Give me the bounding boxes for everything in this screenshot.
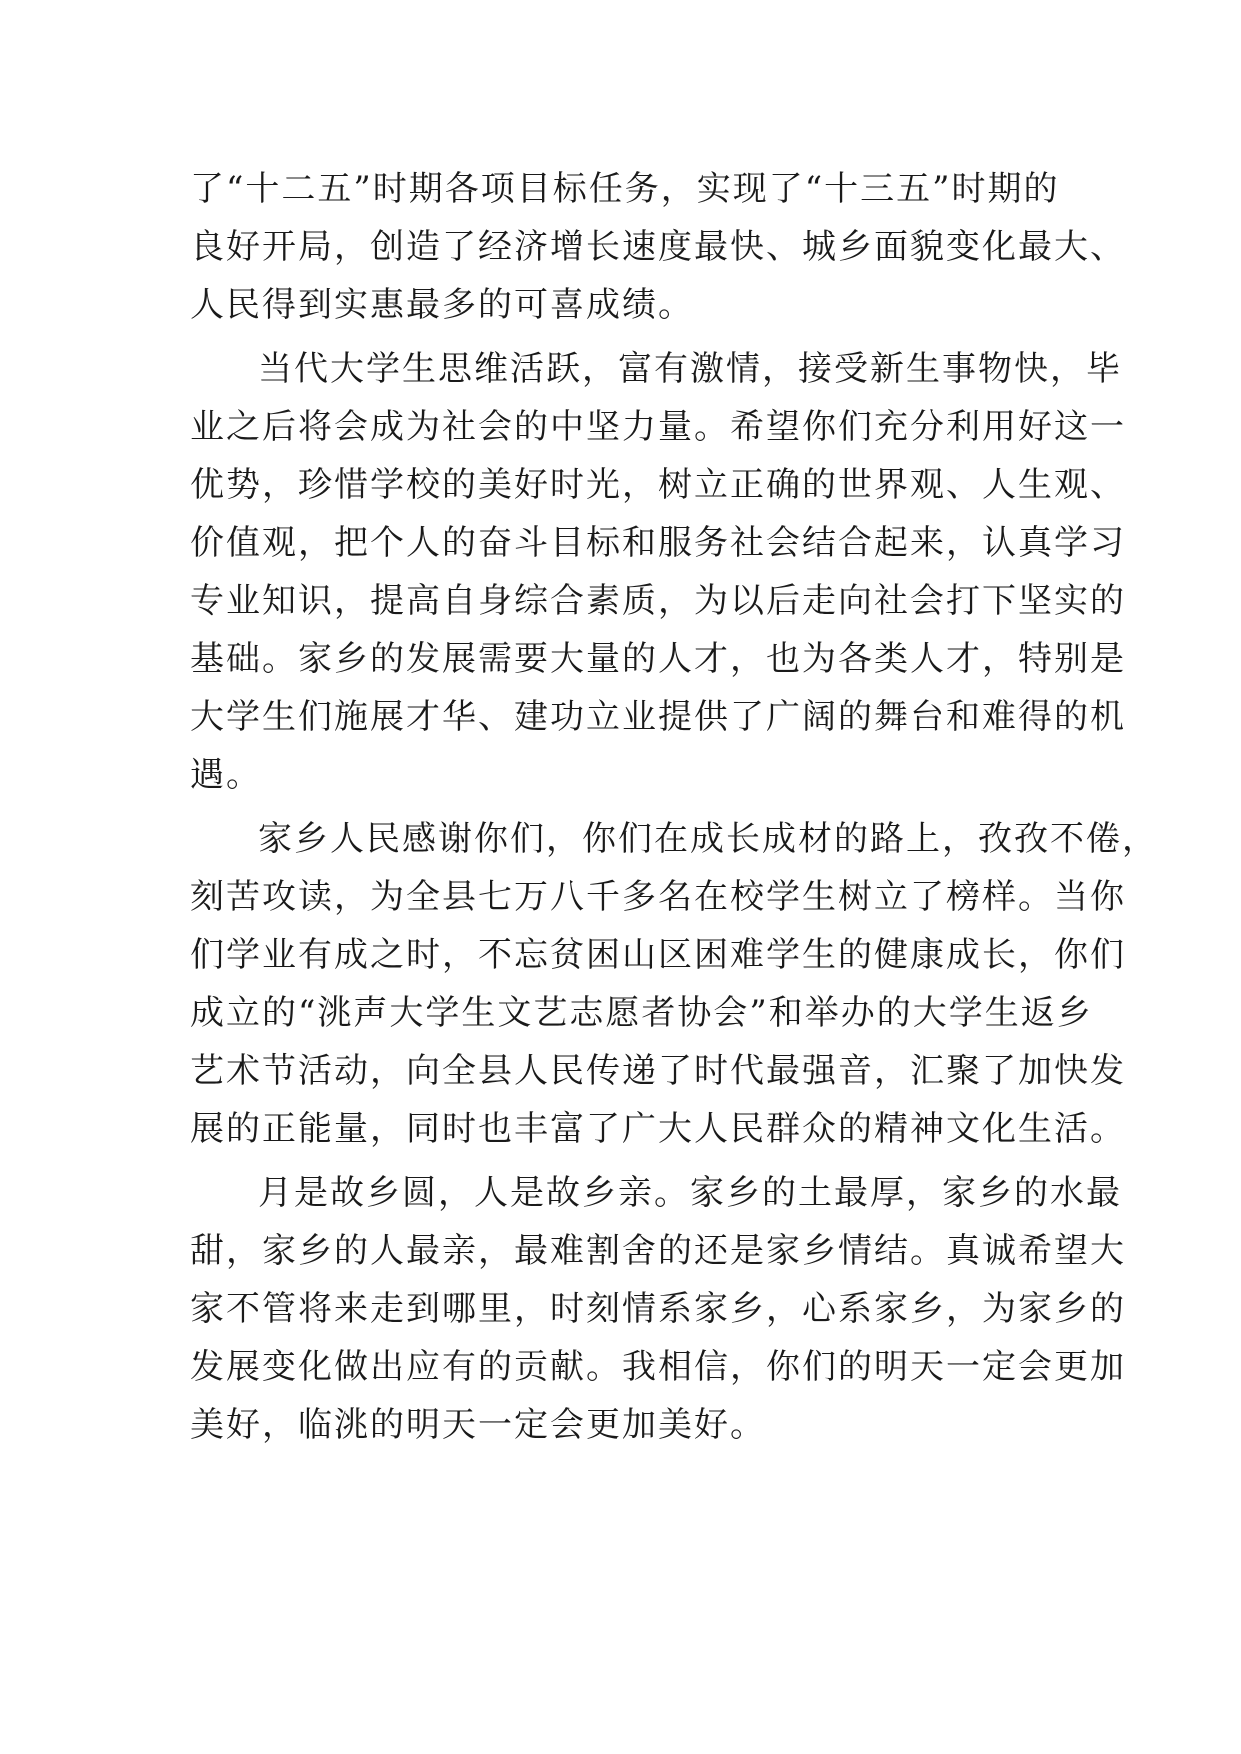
text-line: 家乡人民感谢你们，你们在成长成材的路上，孜孜不倦， [258, 819, 1158, 859]
text-line: 基础。家乡的发展需要大量的人才，也为各类人才，特别是 [190, 639, 1126, 679]
text-line: 专业知识，提高自身综合素质，为以后走向社会打下坚实的 [190, 581, 1126, 621]
paragraph-2 [190, 340, 1126, 804]
text-line: 良好开局，创造了经济增长速度最快、城乡面貌变化最大、 [190, 227, 1126, 267]
text-line: 艺术节活动，向全县人民传递了时代最强音，汇聚了加快发 [190, 1051, 1126, 1091]
text-line: 优势，珍惜学校的美好时光，树立正确的世界观、人生观、 [190, 465, 1126, 505]
text-line: 当代大学生思维活跃，富有激情，接受新生事物快，毕 [258, 349, 1122, 389]
text-line: 遇。 [190, 755, 262, 795]
paragraph-3 [190, 810, 1158, 1158]
paragraph-4 [190, 1164, 1126, 1454]
text-line: 发展变化做出应有的贡献。我相信，你们的明天一定会更加 [190, 1347, 1126, 1387]
paragraph-1 [190, 160, 1126, 334]
text-line: 们学业有成之时，不忘贫困山区困难学生的健康成长，你们 [190, 935, 1126, 975]
text-line: 刻苦攻读，为全县七万八千多名在校学生树立了榜样。当你 [190, 877, 1126, 917]
text-line: 美好，临洮的明天一定会更加美好。 [190, 1405, 766, 1445]
text-line: 价值观，把个人的奋斗目标和服务社会结合起来，认真学习 [190, 523, 1126, 563]
text-line: 了“十二五”时期各项目标任务，实现了“十三五”时期的 [190, 169, 1060, 209]
text-line: 人民得到实惠最多的可喜成绩。 [190, 285, 694, 325]
text-line: 甜，家乡的人最亲，最难割舍的还是家乡情结。真诚希望大 [190, 1231, 1126, 1271]
document-body [190, 160, 1158, 1454]
text-line: 月是故乡圆，人是故乡亲。家乡的土最厚，家乡的水最 [258, 1173, 1122, 1213]
text-line: 展的正能量，同时也丰富了广大人民群众的精神文化生活。 [190, 1109, 1126, 1149]
text-line: 业之后将会成为社会的中坚力量。希望你们充分利用好这一 [190, 407, 1126, 447]
text-line: 大学生们施展才华、建功立业提供了广阔的舞台和难得的机 [190, 697, 1126, 737]
text-line: 家不管将来走到哪里，时刻情系家乡，心系家乡，为家乡的 [190, 1289, 1126, 1329]
text-line: 成立的“洮声大学生文艺志愿者协会”和举办的大学生返乡 [190, 993, 1093, 1033]
